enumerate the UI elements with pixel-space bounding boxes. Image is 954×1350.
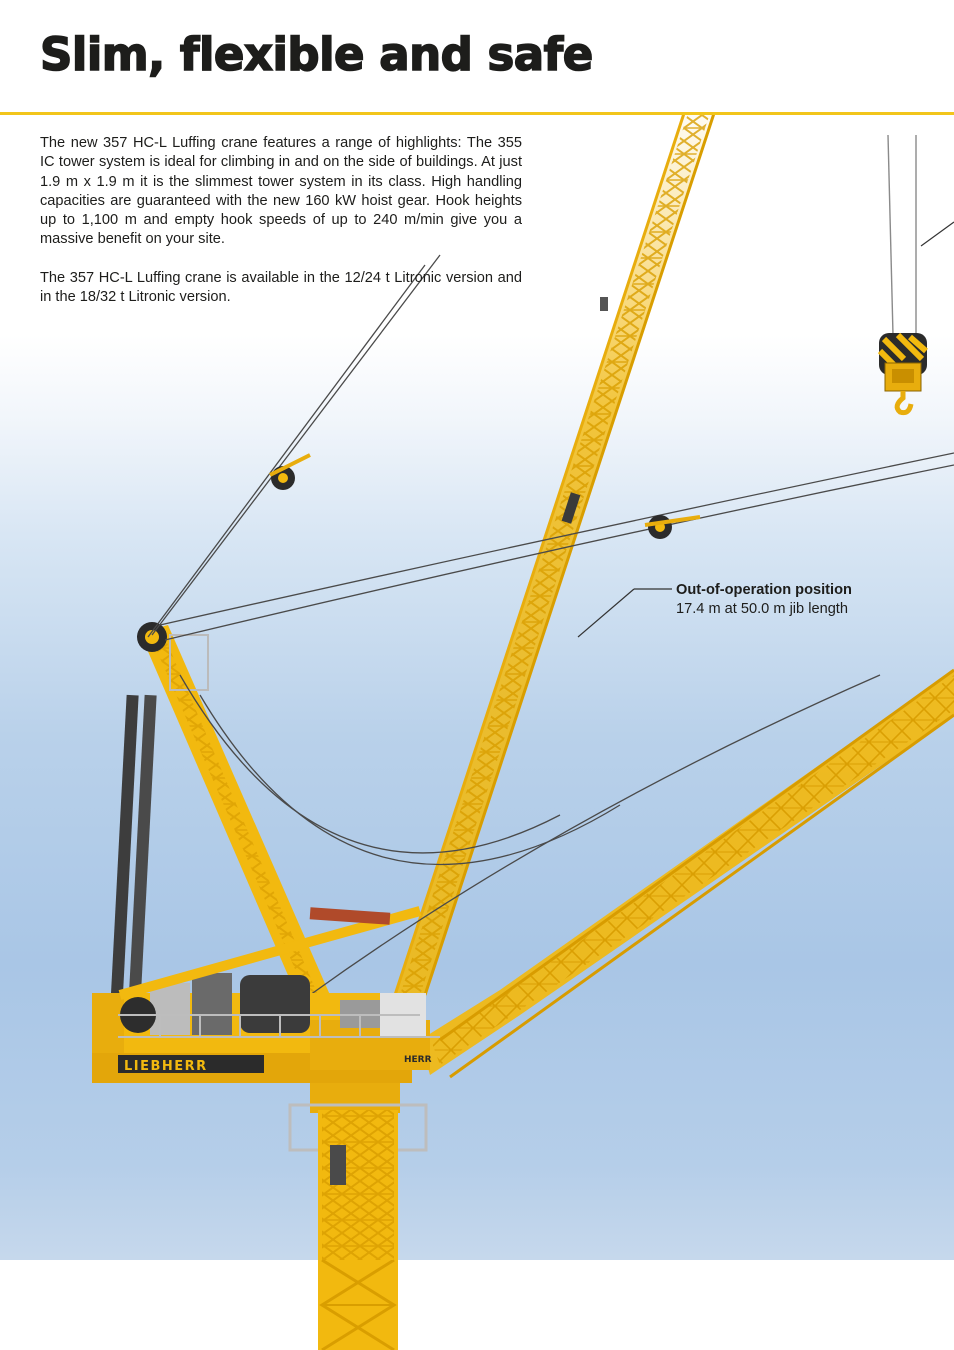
hook-block [879,333,927,413]
intro-text [40,134,522,326]
rope-pulley-left [270,455,310,490]
hook-ropes [888,135,916,335]
rope-pulley-right [645,515,700,539]
intro-paragraph-2: The 357 HC-L Luffing crane is available in the 12/24 t Litronic version and in the 18/32 t Litronic version. [40,269,522,306]
brand-label: LIEBHERR [124,1059,208,1074]
out-of-operation-callout [676,581,852,619]
tower-lower-section [0,1260,954,1350]
brand-label-partial: HERR [404,1055,432,1065]
hook-leader-line [921,222,954,246]
callout-leader-diagonal [578,589,634,637]
callout-text: 17.4 m at 50.0 m jib length [676,601,848,617]
page-header [0,0,954,112]
intro-paragraph-1: The new 357 HC-L Luffing crane features a range of highlights: The 355 IC tower system is ideal for climbing in and on the side of buildings. At just 1.9 m x 1.9 m it is the slimmest tower system in its class. High handling capacities are guaranteed with the new 160 kW hoist gear. Hook heights up to 1,100 m and empty hook speeds of up to 240 m/min give you a massive benefit on your site. [40,135,522,248]
callout-title: Out-of-operation position [676,582,852,598]
slewing-platform [92,907,440,1083]
tower [290,1083,426,1260]
page-title: Slim, flexible and safe [40,28,593,81]
